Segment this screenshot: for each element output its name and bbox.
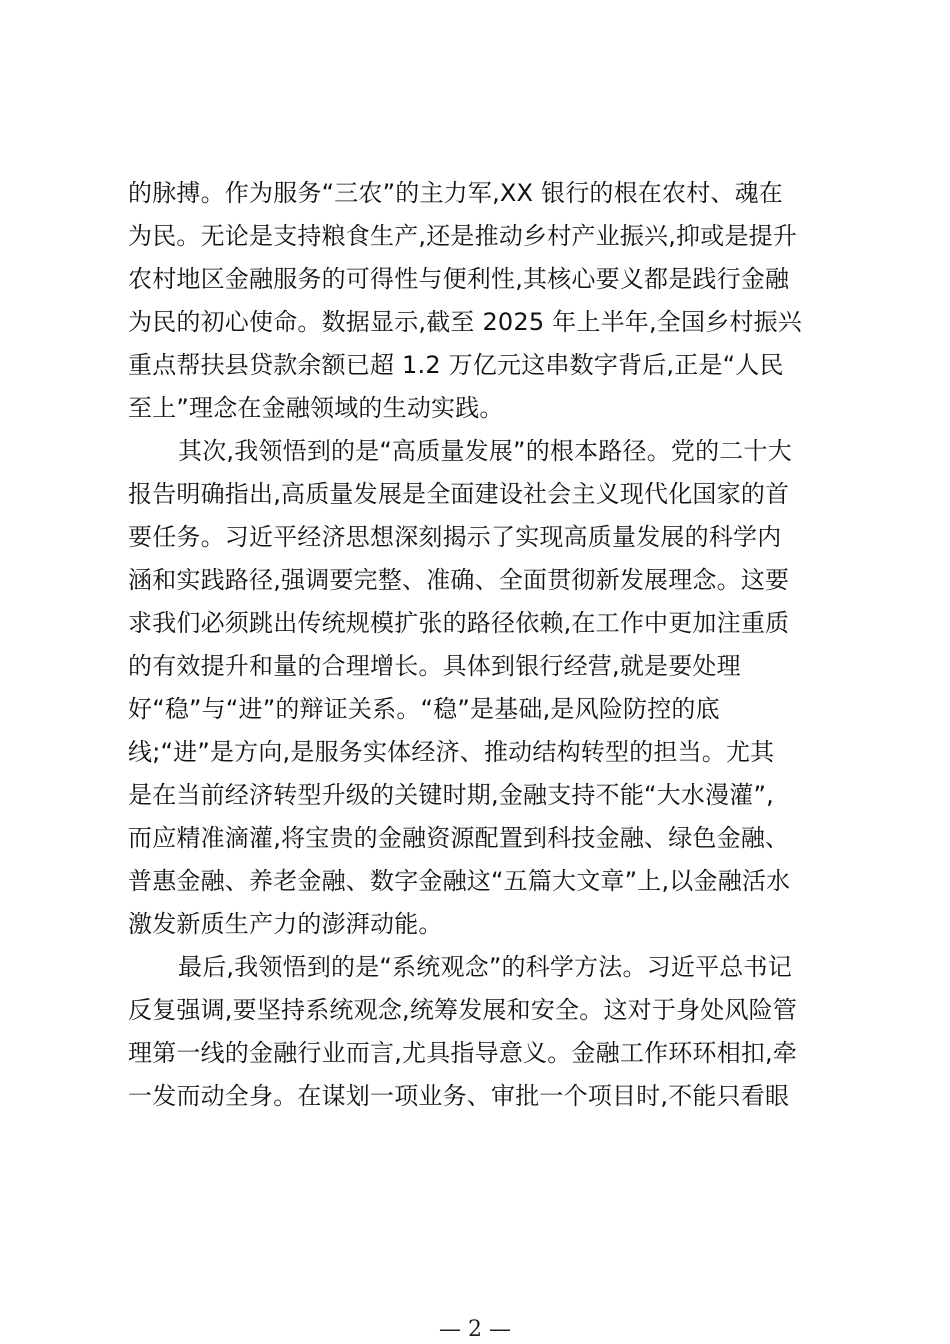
body-text [128,172,848,1118]
text-line: 涵和实践路径,强调要完整、准确、全面贯彻新发展理念。这要 [128,566,790,594]
text-line: 反复强调,要坚持系统观念,统筹发展和安全。这对于身处风险管 [128,996,798,1024]
text-line: 而应精准滴灌,将宝贵的金融资源配置到科技金融、绿色金融、 [128,824,790,852]
text-line: 的有效提升和量的合理增长。具体到银行经营,就是要处理 [128,652,741,680]
text-line: 求我们必须跳出传统规模扩张的路径依赖,在工作中更加注重质 [128,609,790,637]
text-line: 为民。无论是支持粮食生产,还是推动乡村产业振兴,抑或是提升 [128,222,798,250]
text-line: 好“稳”与“进”的辩证关系。“稳”是基础,是风险防控的底 [128,695,720,723]
text-line: 的脉搏。作为服务“三农”的主力军,XX 银行的根在农村、魂在 [128,179,784,207]
text-line: 农村地区金融服务的可得性与便利性,其核心要义都是践行金融 [128,265,790,293]
paragraph-first-line: 最后,我领悟到的是“系统观念”的科学方法。习近平总书记 [178,953,792,981]
text-line: 要任务。习近平经济思想深刻揭示了实现高质量发展的科学内 [128,523,782,551]
text-line: 重点帮扶县贷款余额已超 1.2 万亿元这串数字背后,正是“人民 [128,351,784,379]
text-line: 激发新质生产力的澎湃动能。 [128,910,443,938]
page-number: — 2 — [439,1317,511,1342]
text-line: 报告明确指出,高质量发展是全面建设社会主义现代化国家的首 [128,480,790,508]
text-line: 为民的初心使命。数据显示,截至 2025 年上半年,全国乡村振兴 [128,308,802,336]
paragraph-first-line: 其次,我领悟到的是“高质量发展”的根本路径。党的二十大 [178,437,792,465]
text-line: 一发而动全身。在谋划一项业务、审批一个项目时,不能只看眼 [128,1082,790,1110]
text-line: 是在当前经济转型升级的关键时期,金融支持不能“大水漫灌”, [128,781,774,809]
text-line: 线;“进”是方向,是服务实体经济、推动结构转型的担当。尤其 [128,738,775,766]
text-line: 至上”理念在金融领域的生动实践。 [128,394,504,422]
text-line: 普惠金融、养老金融、数字金融这“五篇大文章”上,以金融活水 [128,867,791,895]
text-line: 理第一线的金融行业而言,尤具指导意义。金融工作环环相扣,牵 [128,1039,798,1067]
